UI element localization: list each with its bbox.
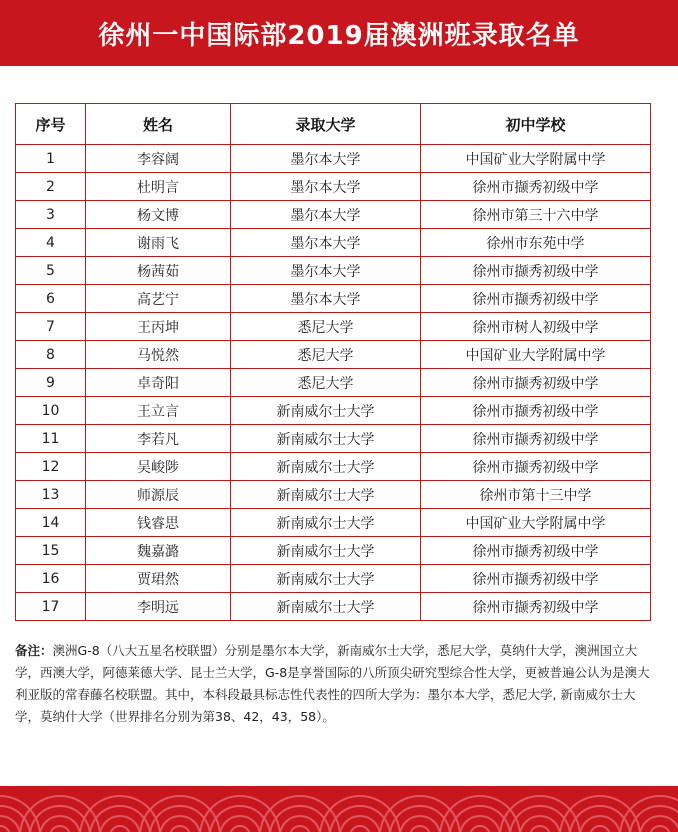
wave-arc <box>160 816 200 832</box>
wave-arc <box>100 816 140 832</box>
decorative-footer <box>0 786 678 832</box>
cell-name: 李明远 <box>86 593 231 621</box>
cell-number: 12 <box>16 453 86 481</box>
table-row <box>16 173 651 201</box>
header-university: 录取大学 <box>231 104 421 145</box>
wave-arc <box>530 826 550 832</box>
cell-name: 卓奇阳 <box>86 369 231 397</box>
table-row <box>16 313 651 341</box>
wave-arc <box>0 816 20 832</box>
cell-name: 杨文博 <box>86 201 231 229</box>
cell-university: 墨尔本大学 <box>231 285 421 313</box>
cell-middle-school: 徐州市撷秀初级中学 <box>421 453 651 481</box>
table-row <box>16 145 651 173</box>
cell-university: 悉尼大学 <box>231 369 421 397</box>
cell-middle-school: 徐州市撷秀初级中学 <box>421 369 651 397</box>
cell-university: 墨尔本大学 <box>231 145 421 173</box>
header-name: 姓名 <box>86 104 231 145</box>
wave-arc <box>110 826 130 832</box>
cell-name: 杜明言 <box>86 173 231 201</box>
cell-name: 王立言 <box>86 397 231 425</box>
cell-university: 墨尔本大学 <box>231 173 421 201</box>
cell-middle-school: 中国矿业大学附属中学 <box>421 145 651 173</box>
cell-university: 新南威尔士大学 <box>231 481 421 509</box>
cell-number: 16 <box>16 565 86 593</box>
page-title: 徐州一中国际部2019届澳洲班录取名单 <box>98 20 580 51</box>
cell-university: 新南威尔士大学 <box>231 509 421 537</box>
table-row <box>16 453 651 481</box>
cell-number: 14 <box>16 509 86 537</box>
cell-number: 1 <box>16 145 86 173</box>
cell-middle-school: 徐州市撷秀初级中学 <box>421 593 651 621</box>
table-row <box>16 565 651 593</box>
cell-number: 8 <box>16 341 86 369</box>
cell-university: 新南威尔士大学 <box>231 397 421 425</box>
cell-name: 吴峻陟 <box>86 453 231 481</box>
cell-university: 悉尼大学 <box>231 341 421 369</box>
table-row <box>16 509 651 537</box>
cell-number: 7 <box>16 313 86 341</box>
wave-arc <box>410 826 430 832</box>
header-number: 序号 <box>16 104 86 145</box>
page-header <box>0 0 678 66</box>
wave-arc <box>230 826 250 832</box>
table-row <box>16 481 651 509</box>
table-row <box>16 201 651 229</box>
cell-name: 杨茜茹 <box>86 257 231 285</box>
table-row <box>16 537 651 565</box>
cell-number: 13 <box>16 481 86 509</box>
wave-pattern-icon <box>0 786 678 832</box>
remarks <box>15 640 660 728</box>
cell-number: 11 <box>16 425 86 453</box>
cell-name: 钱睿思 <box>86 509 231 537</box>
cell-number: 4 <box>16 229 86 257</box>
cell-university: 悉尼大学 <box>231 313 421 341</box>
cell-name: 贾珺然 <box>86 565 231 593</box>
cell-name: 高艺宁 <box>86 285 231 313</box>
cell-university: 墨尔本大学 <box>231 201 421 229</box>
wave-arc <box>590 826 610 832</box>
cell-middle-school: 徐州市撷秀初级中学 <box>421 537 651 565</box>
wave-arc <box>340 816 380 832</box>
table-row <box>16 229 651 257</box>
cell-middle-school: 徐州市撷秀初级中学 <box>421 565 651 593</box>
table-row <box>16 257 651 285</box>
cell-middle-school: 徐州市撷秀初级中学 <box>421 285 651 313</box>
cell-middle-school: 徐州市撷秀初级中学 <box>421 425 651 453</box>
wave-arc <box>290 826 310 832</box>
cell-university: 新南威尔士大学 <box>231 593 421 621</box>
cell-university: 墨尔本大学 <box>231 229 421 257</box>
cell-number: 9 <box>16 369 86 397</box>
cell-middle-school: 徐州市撷秀初级中学 <box>421 173 651 201</box>
cell-middle-school: 中国矿业大学附属中学 <box>421 341 651 369</box>
remarks-label: 备注： <box>15 643 53 658</box>
wave-arc <box>220 816 260 832</box>
wave-arc <box>640 816 678 832</box>
wave-arc <box>0 826 10 832</box>
cell-middle-school: 徐州市树人初级中学 <box>421 313 651 341</box>
cell-name: 李容阔 <box>86 145 231 173</box>
cell-name: 魏嘉潞 <box>86 537 231 565</box>
wave-arc <box>650 826 670 832</box>
wave-arc <box>520 816 560 832</box>
cell-name: 马悦然 <box>86 341 231 369</box>
wave-arc <box>400 816 440 832</box>
cell-middle-school: 徐州市东苑中学 <box>421 229 651 257</box>
cell-university: 新南威尔士大学 <box>231 565 421 593</box>
cell-name: 王丙坤 <box>86 313 231 341</box>
wave-arc <box>280 816 320 832</box>
table-row <box>16 369 651 397</box>
cell-number: 3 <box>16 201 86 229</box>
cell-number: 15 <box>16 537 86 565</box>
table-row <box>16 397 651 425</box>
table-row <box>16 593 651 621</box>
header-middle-school: 初中学校 <box>421 104 651 145</box>
cell-middle-school: 徐州市撷秀初级中学 <box>421 397 651 425</box>
cell-number: 6 <box>16 285 86 313</box>
wave-arc <box>50 826 70 832</box>
wave-arc <box>580 816 620 832</box>
cell-number: 10 <box>16 397 86 425</box>
cell-number: 2 <box>16 173 86 201</box>
cell-name: 谢雨飞 <box>86 229 231 257</box>
wave-arc <box>460 816 500 832</box>
table-row <box>16 285 651 313</box>
cell-university: 新南威尔士大学 <box>231 425 421 453</box>
cell-number: 5 <box>16 257 86 285</box>
cell-middle-school: 中国矿业大学附属中学 <box>421 509 651 537</box>
cell-middle-school: 徐州市第十三中学 <box>421 481 651 509</box>
cell-middle-school: 徐州市第三十六中学 <box>421 201 651 229</box>
table-row <box>16 425 651 453</box>
cell-university: 新南威尔士大学 <box>231 537 421 565</box>
wave-arc <box>350 826 370 832</box>
table-row <box>16 341 651 369</box>
wave-arc <box>470 826 490 832</box>
cell-university: 墨尔本大学 <box>231 257 421 285</box>
admission-table <box>15 103 651 621</box>
wave-arc <box>170 826 190 832</box>
table-header-row <box>16 104 651 145</box>
cell-middle-school: 徐州市撷秀初级中学 <box>421 257 651 285</box>
cell-number: 17 <box>16 593 86 621</box>
cell-university: 新南威尔士大学 <box>231 453 421 481</box>
remarks-text: 澳洲G-8（八大五星名校联盟）分别是墨尔本大学，新南威尔士大学，悉尼大学，莫纳什大学，澳洲国立大学，西澳大学，阿德莱德大学、昆士兰大学，G-8是享誉国际的八所顶尖研究型综合性大学，更被普遍公认为是澳大利亚版的常春藤名校联盟。其中，本科段最具标志性代表性的四所大学为：墨尔本大学，悉尼大学, 新南威尔士大学，莫纳什大学（世界排名分别为第38、42，43，58）。 <box>15 643 650 724</box>
cell-name: 李若凡 <box>86 425 231 453</box>
wave-arc <box>40 816 80 832</box>
cell-name: 师源辰 <box>86 481 231 509</box>
